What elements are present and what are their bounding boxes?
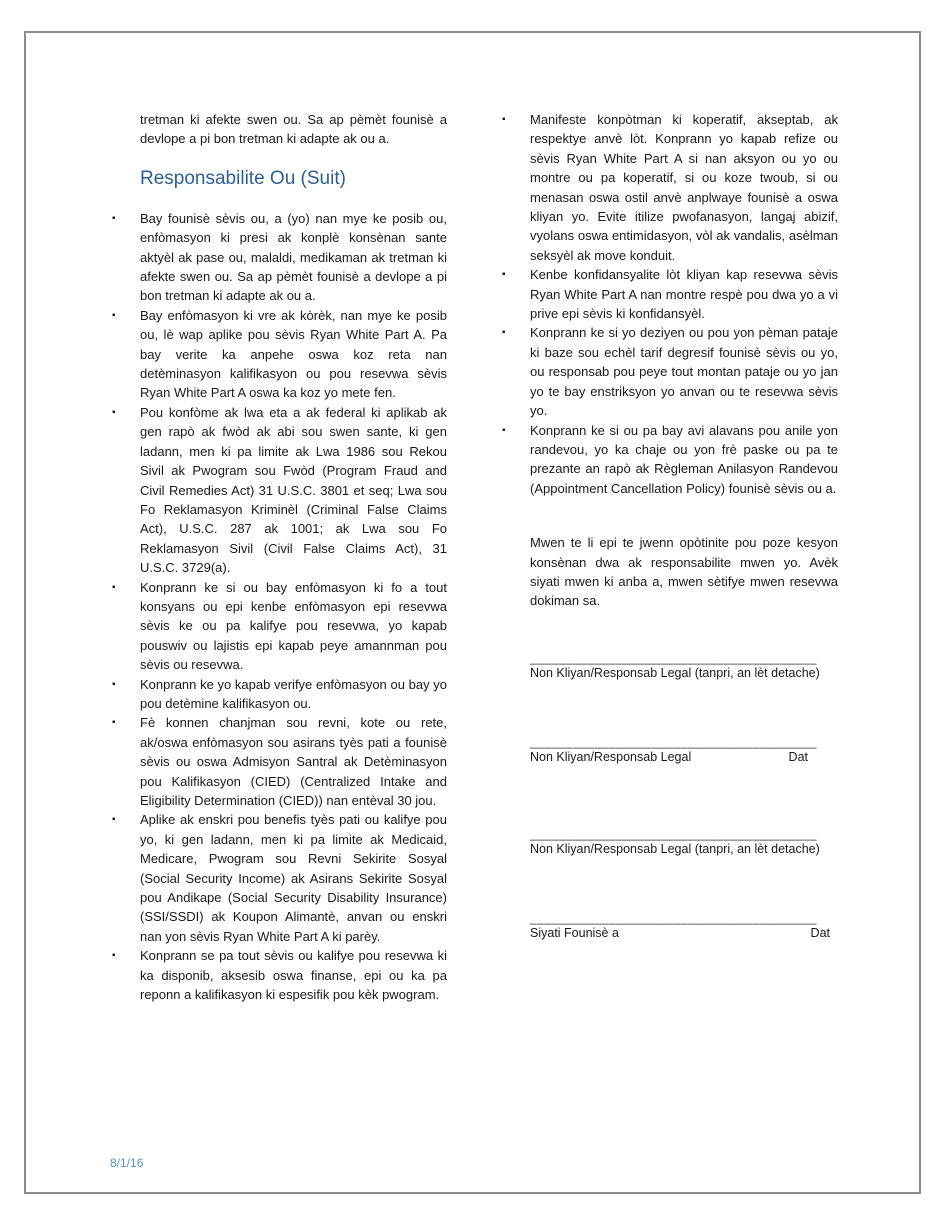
list-item: ▪ Konprann ke si ou pa bay avi alavans pou anile yon randevou, yo ka chaje ou yon frè paske ou pa te prezante an rapò ak Règleman Anilasyon Randevou (Appointment Cancellation Policy) founisè sèvis ou a. — [502, 422, 838, 496]
signature-line: ________________________________________ — [530, 734, 817, 749]
list-item: ▪ Aplike ak enskri pou benefis tyès pati ou kalifye pou yo, ki gen ladann, men ki pa limite ak Medicaid, Medicare, Pwogram sou Revni Sekirite Sosyal (Social Security Income) ak Asirans Sekirite Sosyal pou Andikape (Social Security Disability Insurance) (SSI/SSDI) ak Koupon Alimantè, anvan ou enskri nan yon sèvis Ryan White Part A ki parèy. — [112, 812, 447, 944]
signature-block — [530, 735, 838, 765]
bullet-icon: ▪ — [112, 406, 116, 418]
signature-line: ________________________________________ — [530, 910, 817, 925]
bullet-icon: ▪ — [112, 212, 116, 224]
list-item: ▪ Pou konfòme ak lwa eta a ak federal ki aplikab ak gen rapò ak fwòd ak abi sou swen sante, ki gen ladann, men ki pa limite ak Lwa 1986 sou Rekou Sivil ak Pwogram sou Fwòd (Program Fraud and Civil Remedies Act) 31 U.S.C. 3801 et seq; Lwa sou Fo Reklamasyon Kriminèl (Criminal False Claims Act), U.S.C. 287 ak 1001; ak Lwa sou Fo Reklamasyon Sivil (Civil False Claims Act), 31 U.S.C. 3729(a). — [112, 404, 447, 576]
intro-paragraph: tretman ki afekte swen ou. Sa ap pèmèt founisè a devlope a pi bon tretman ki adapte ak ou a. — [140, 112, 447, 147]
left-bullet-list — [110, 209, 447, 1005]
list-item: ▪ Konprann ke si yo deziyen ou pou yon pèman pataje ki baze sou echèl tarif degresif founisè sèvis ou yo, ou responsab pou peye tout montan pataje ou yo jan yo te bay enstriksyon yo anvan ou te resevwa sèvis yo. — [502, 325, 838, 419]
signature-line: ________________________________________ — [530, 826, 817, 841]
signature-label: Non Kliyan/Responsab Legal (tanpri, an lèt detache) — [530, 841, 820, 856]
signature-label: Non Kliyan/Responsab Legal Dat — [530, 749, 808, 764]
right-bullet-list — [500, 110, 838, 498]
signature-block — [530, 651, 838, 681]
bullet-icon: ▪ — [112, 581, 116, 593]
signature-line: ________________________________________ — [530, 650, 817, 665]
signature-label: Siyati Founisè a Dat — [530, 925, 830, 940]
bullet-icon: ▪ — [502, 424, 506, 436]
certification-paragraph: Mwen te li epi te jwenn opòtinite pou poze kesyon konsènan dwa ak responsabilite mwen yo. Avèk siyati mwen ki anba a, mwen sètifye mwen resevwa dokiman sa. — [530, 535, 838, 609]
bullet-icon: ▪ — [112, 814, 116, 826]
section-heading: Responsabilite Ou (Suit) — [140, 167, 346, 189]
list-item: ▪ Manifeste konpòtman ki koperatif, akseptab, ak respektye anvè lòt. Konprann yo kapab refize ou sèvis Ryan White Part A si nan aksyon ou yo ou montre ou pa koperatif, si ou koze twoub, si ou menasan oswa ostil anvè anplwaye founisè a oswa kliyan yo. Evite itilize pwofanasyon, langaj abizif, vyolans oswa entimidasyon, vòl ak vandalis, asèlman seksyèl ak move konduit. — [502, 112, 838, 263]
list-item: ▪ Kenbe konfidansyalite lòt kliyan kap resevwa sèvis Ryan White Part A nan montre respè pou dwa yo a vi prive epi sèvis ki konfidansyèl. — [502, 267, 838, 322]
list-item: ▪ Konprann se pa tout sèvis ou kalifye pou resevwa ki ka disponib, aksesib oswa finanse, epi ou ka pa reponn a kalifikasyon ki espesifik pou kèk pwogram. — [112, 948, 447, 1003]
signature-block — [530, 911, 838, 941]
list-item: ▪ Konprann ke si ou bay enfòmasyon ki fo a tout konsyans ou epi kenbe enfòmasyon epi resevwa sèvis ke ou pa kalifye pou resevwa, yo kapab pouswiv ou lajistis epi kapab peye amannman pou sèvis ou resevwa. — [112, 579, 447, 673]
bullet-icon: ▪ — [502, 269, 506, 281]
bullet-icon: ▪ — [112, 717, 116, 729]
bullet-icon: ▪ — [112, 678, 116, 690]
bullet-icon: ▪ — [502, 114, 506, 125]
list-item: ▪ Bay enfòmasyon ki vre ak kòrèk, nan mye ke posib ou, lè wap aplike pou sèvis Ryan White Part A. Pa bay verite ka anpehe oswa koz reta nan detèminasyon kalifikasyon ou pou resevwa sèvis Ryan White Part A oswa ka koz yo mete fen. — [112, 307, 447, 401]
list-item: ▪ Konprann ke yo kapab verifye enfòmasyon ou bay yo pou detèmine kalifikasyon ou. — [112, 676, 447, 711]
bullet-icon: ▪ — [502, 327, 506, 339]
footer-date: 8/1/16 — [110, 1156, 144, 1170]
signature-block — [530, 827, 838, 857]
right-column — [500, 110, 838, 941]
bullet-icon: ▪ — [112, 309, 116, 321]
list-item: ▪ Fè konnen chanjman sou revni, kote ou rete, ak/oswa enfòmasyon sou asirans tyès pati a founisè sèvis ou oswa Admisyon Santral ak Detèminasyon pou Kalifikasyon (CIED) (Centralized Intake and Eligibility Determination (CIED)) nan entèval 30 jou. — [112, 715, 447, 808]
list-item: ▪ Bay founisè sèvis ou, a (yo) nan mye ke posib ou, enfòmasyon ki presi ak konplè konsènan sante aktyèl ak pase ou, malaldi, medikaman ak tretman ki afekte swen ou. Sa ap pèmèt founisè a devlope a pi bon tretman ki adapte ak ou a. — [112, 210, 447, 304]
signature-label: Non Kliyan/Responsab Legal (tanpri, an lèt detache) — [530, 665, 820, 680]
bullet-icon: ▪ — [112, 950, 116, 962]
left-column — [110, 110, 447, 1004]
